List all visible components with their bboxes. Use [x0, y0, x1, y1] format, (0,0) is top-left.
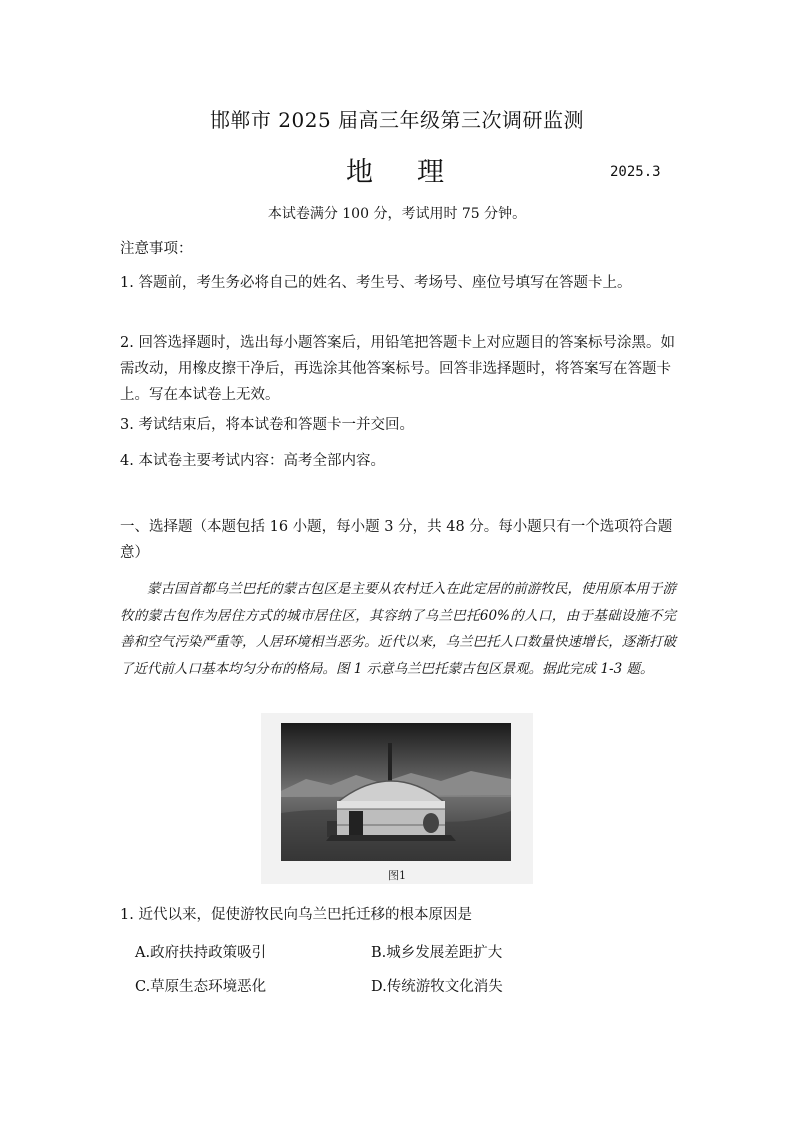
option-c: C.草原生态环境恶化 [135, 979, 267, 995]
figure-1 [261, 713, 533, 884]
subject-title [0, 150, 794, 189]
reading-passage: 蒙古国首都乌兰巴托的蒙古包区是主要从农村迁入在此定居的前游牧民，使用原本用于游牧的蒙古包作为居住方式的城市居住区，其容纳了乌兰巴托60%的人口，由于基础设施不完善和空气污染严重等，人居环境相当恶劣。近代以来，乌兰巴托人口数量快速增长，逐渐打破了近代前人口基本均匀分布的格局。图 1 示意乌兰巴托蒙古包区景观。据此完成 1-3 题。 [120, 581, 676, 677]
option-b: B.城乡发展差距扩大 [371, 945, 503, 961]
exam-date: 2025.3 [610, 164, 661, 180]
subject-char-1: 地 [346, 157, 377, 188]
section-heading: 一、选择题（本题包括 16 小题，每小题 3 分，共 48 分。每小题只有一个选项符合题意） [120, 519, 673, 561]
note-item: 3. 考试结束后，将本试卷和答题卡一并交回。 [120, 417, 414, 433]
notes-heading: 注意事项： [120, 241, 193, 257]
option-a: A.政府扶持政策吸引 [135, 945, 267, 961]
subject-char-2: 理 [417, 157, 448, 188]
yurt-photo [261, 713, 533, 884]
note-item: 4. 本试卷主要考试内容：高考全部内容。 [120, 453, 385, 469]
figure-caption: 图1 [388, 869, 406, 882]
note-item: 1. 答题前，考生务必将自己的姓名、考生号、考场号、座位号填写在答题卡上。 [120, 275, 632, 291]
exam-title: 邯郸市 2025 届高三年级第三次调研监测 [209, 108, 585, 132]
note-item: 2. 回答选择题时，选出每小题答案后，用铅笔把答题卡上对应题目的答案标号涂黑。如需改动，用橡皮擦干净后，再选涂其他答案标号。回答非选择题时，将答案写在答题卡上。写在本试卷上无效。 [120, 335, 675, 403]
exam-info: 本试卷满分 100 分，考试用时 75 分钟。 [267, 206, 527, 222]
option-d: D.传统游牧文化消失 [371, 979, 503, 995]
question-1-stem: 1. 近代以来，促使游牧民向乌兰巴托迁移的根本原因是 [120, 907, 472, 923]
